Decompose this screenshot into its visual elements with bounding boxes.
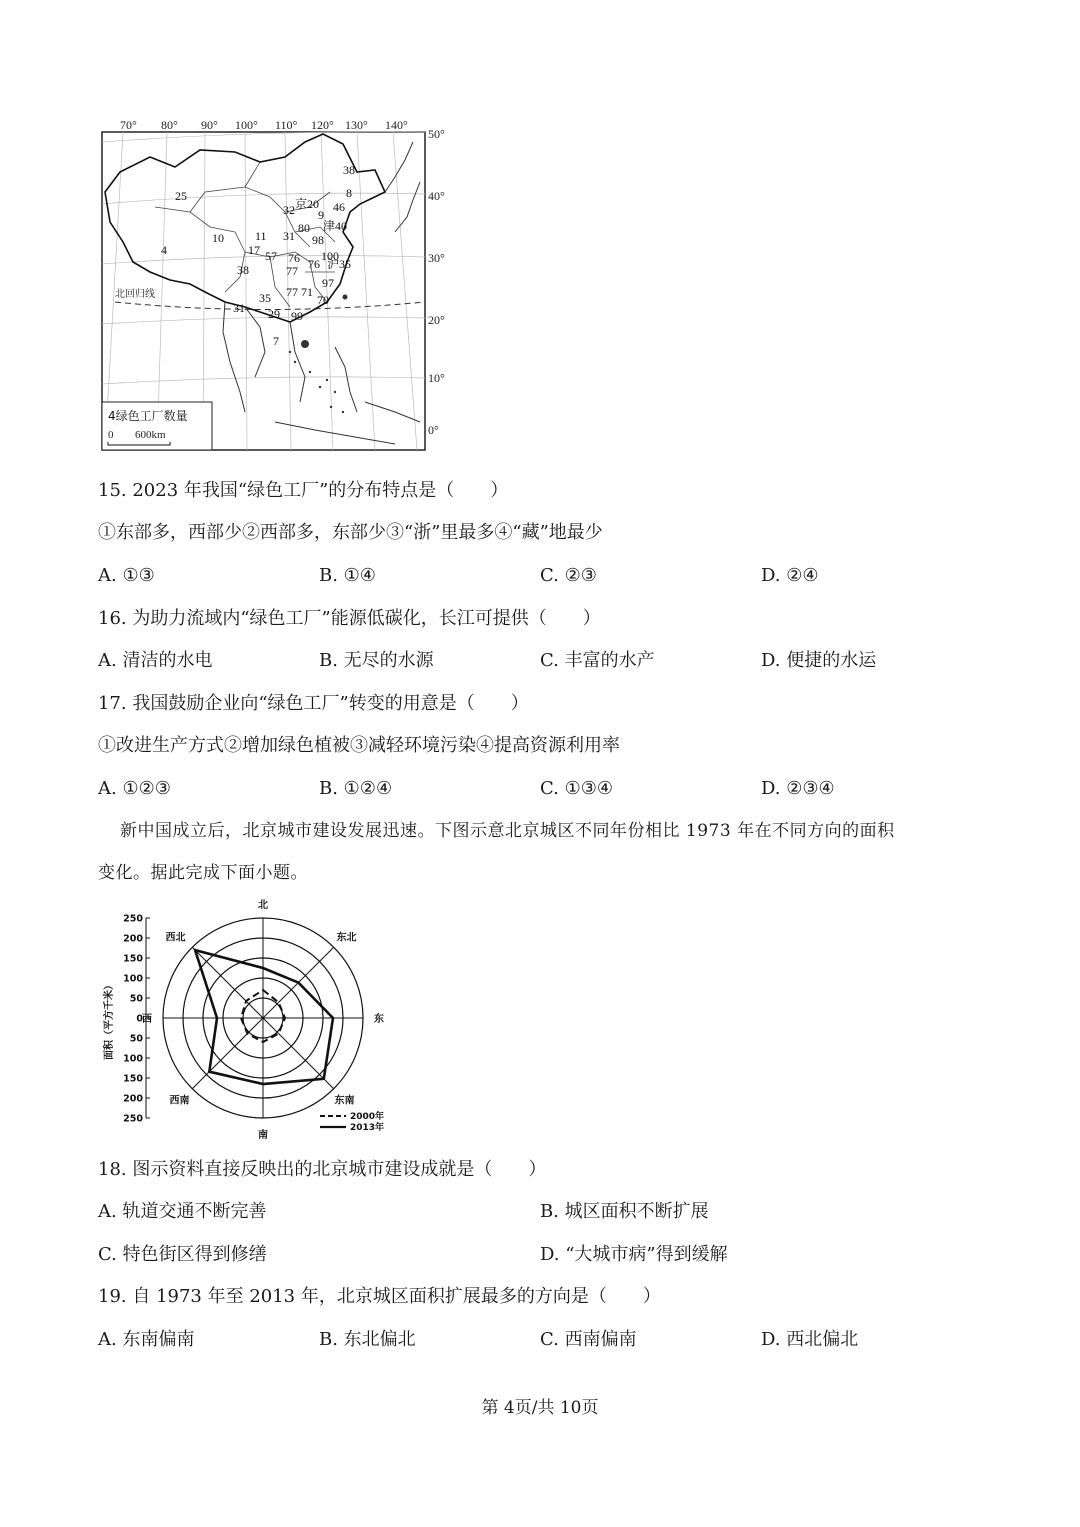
lat-label: 50° [428,127,445,141]
direction-label: 西 [142,1014,152,1025]
province-number: 99 [291,309,303,323]
q18-option-b[interactable]: B. 城区面积不断扩展 [540,1201,709,1222]
y-tick-label: 150 [123,1073,143,1085]
q15-option-d[interactable]: D. ②④ [761,565,819,586]
q18-option-c[interactable]: C. 特色街区得到修缮 [98,1244,267,1265]
q17-stem: 17. 我国鼓励企业向“绿色工厂”转变的用意是（ ） [98,693,529,714]
legend-label-2000: 2000年 [350,1112,385,1122]
province-number: 10 [212,231,224,245]
province-number: 8 [346,186,352,200]
lon-label: 80° [161,118,178,132]
direction-label: 南 [258,1130,268,1140]
lat-label: 0° [428,423,439,437]
province-number: 9 [318,208,324,222]
province-number: 31 [283,229,295,243]
q15-option-b[interactable]: B. ①④ [319,565,376,586]
lon-label: 110° [275,118,298,132]
chart-legend [320,1110,384,1133]
y-tick-label: 100 [123,1053,143,1065]
province-number: 29 [268,307,280,321]
province-number: 31 [233,301,245,315]
intro-line-1: 新中国成立后，北京城市建设发展迅速。下图示意北京城区不同年份相比 1973 年在不同方向的面积 [120,821,895,841]
y-tick-label: 100 [123,973,143,985]
q19-option-b[interactable]: B. 东北偏北 [319,1329,416,1350]
province-number: 100 [321,249,339,263]
q16-option-b[interactable]: B. 无尽的水源 [319,650,434,671]
page-footer: 第 4页/共 10页 [481,1398,599,1418]
radar-svg [98,898,398,1140]
q18-stem: 18. 图示资料直接反映出的北京城市建设成就是（ ） [98,1159,547,1180]
direction-label: 西北 [165,932,186,944]
lat-label: 20° [428,313,445,327]
y-tick-label: 200 [123,933,143,945]
y-tick-label: 0 [136,1013,143,1025]
province-number: 70 [317,293,329,307]
province-number: 沪35 [327,257,352,271]
q19-option-c[interactable]: C. 西南偏南 [540,1329,637,1350]
scale-zero: 0 [108,429,114,441]
province-number: 11 [255,229,267,243]
q15-option-c[interactable]: C. ②③ [540,565,597,586]
province-number: 71 [301,285,313,299]
scale-value: 600km [135,429,166,441]
green-factory-map [95,112,465,457]
direction-label: 西南 [169,1095,190,1107]
legend-title: 4绿色工厂数量 [108,409,188,423]
province-number: 32 [283,203,295,217]
lon-label: 100° [235,118,258,132]
lon-label: 120° [311,118,334,132]
direction-label: 东南 [334,1095,355,1107]
q17-option-b[interactable]: B. ①②④ [319,778,393,799]
q16-stem: 16. 为助力流域内“绿色工厂”能源低碳化，长江可提供（ ） [98,608,601,629]
y-axis-label: 面积（平方千米） [104,980,115,1060]
lon-label: 130° [345,118,368,132]
y-tick-label: 150 [123,953,143,965]
province-number: 38 [237,263,249,277]
y-tick-label: 50 [129,993,143,1005]
province-number: 津40 [323,219,348,233]
province-number: 80 [298,221,310,235]
lat-label: 30° [428,251,445,265]
q16-option-c[interactable]: C. 丰富的水产 [540,650,655,671]
q18-option-d[interactable]: D. “大城市病”得到缓解 [540,1244,728,1265]
province-number: 97 [322,276,334,290]
q16-option-a[interactable]: A. 清洁的水电 [98,650,213,671]
y-tick-label: 50 [129,1033,143,1045]
q15-stem: 15. 2023 年我国“绿色工厂”的分布特点是（ ） [98,480,509,501]
q19-option-a[interactable]: A. 东南偏南 [98,1329,195,1350]
province-number: 76 [288,251,300,265]
tropic-label: 北回归线 [115,289,155,300]
q19-option-d[interactable]: D. 西北偏北 [761,1329,859,1350]
legend-label-2013: 2013年 [350,1123,385,1133]
province-number: 57 [265,249,277,263]
province-number: 38 [343,163,355,177]
province-number: 35 [259,291,271,305]
y-tick-label: 250 [123,913,143,925]
province-number: 77 [286,264,298,278]
q17-statements: ①改进生产方式②增加绿色植被③减轻环境污染④提高资源利用率 [98,735,620,756]
q16-option-d[interactable]: D. 便捷的水运 [761,650,877,671]
direction-label: 东 [374,1014,384,1025]
y-tick-label: 200 [123,1093,143,1105]
map-svg [95,112,465,457]
province-number: 17 [248,243,260,257]
province-number: 46 [333,200,345,214]
province-number: 25 [175,189,187,203]
area-change-chart [98,898,398,1140]
lon-label: 90° [201,118,218,132]
q18-option-a[interactable]: A. 轨道交通不断完善 [98,1201,267,1222]
province-number: 京20 [295,197,320,211]
lon-label: 140° [385,118,408,132]
province-number: 77 [286,285,298,299]
q17-option-d[interactable]: D. ②③④ [761,778,835,799]
direction-label: 东北 [336,932,357,944]
province-number: 4 [161,243,167,257]
q15-option-a[interactable]: A. ①③ [98,565,155,586]
map-legend [102,402,212,450]
direction-label: 北 [258,900,268,911]
lat-label: 10° [428,371,445,385]
q17-option-a[interactable]: A. ①②③ [98,778,171,799]
q17-option-c[interactable]: C. ①③④ [540,778,613,799]
lon-label: 70° [120,118,137,132]
y-tick-label: 250 [123,1113,143,1125]
longitude-labels [120,118,408,132]
province-number: 76 [308,257,320,271]
q19-stem: 19. 自 1973 年至 2013 年，北京城区面积扩展最多的方向是（ ） [98,1286,661,1307]
q15-statements: ①东部多，西部少②西部多，东部少③“浙”里最多④“藏”地最少 [98,522,603,543]
intro-line-2: 变化。据此完成下面小题。 [98,863,308,883]
province-number: 7 [273,334,279,348]
province-number: 98 [312,233,324,247]
lat-label: 40° [428,189,445,203]
latitude-labels [428,127,445,437]
